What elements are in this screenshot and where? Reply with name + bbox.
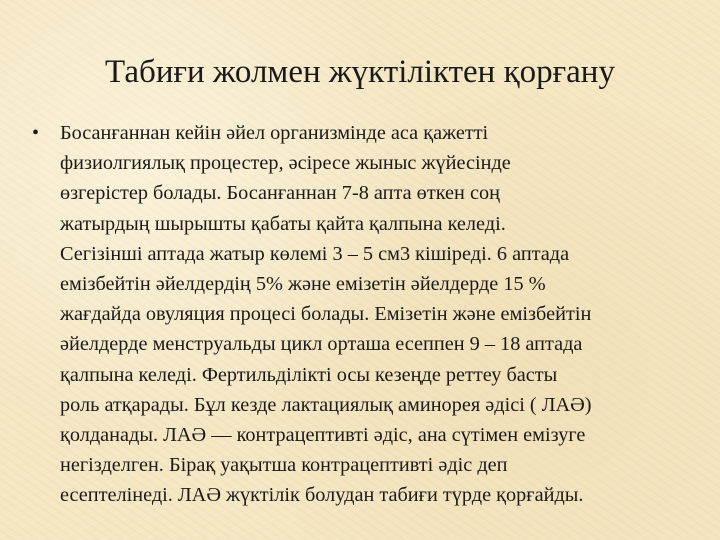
body-line: жағдайда овуляция процесі болады. Емізетін және емізбейтін [60, 303, 592, 326]
bullet-item [32, 118, 702, 511]
body-line: физиолгиялық процестер, әсіресе жыныс жүйесінде [60, 152, 511, 175]
body-line: Босанғаннан кейін әйел организмінде аса қажетті [60, 122, 489, 144]
bullet-marker: • [32, 122, 40, 144]
body-line: қалпына келеді. Фертильділікті осы кезеңде реттеу басты [60, 363, 558, 386]
body-line: қолданады. ЛАӘ — контрацептивті әдіс, ана сүтімен емізуге [60, 424, 586, 447]
slide-title: Табиғи жолмен жүктіліктен қорғану [105, 54, 615, 90]
body-line: әйелдерде менструальды цикл орташа есеппен 9 – 18 аптада [60, 333, 583, 356]
body-line: Сегізінші аптада жатыр көлемі 3 – 5 см3 кішіреді. 6 аптада [60, 242, 570, 265]
body-line: емізбейтін әйелдердің 5% және емізетін әйелдерде 15 % [60, 273, 546, 296]
body-line: өзгерістер болады. Босанғаннан 7-8 апта өткен соң [60, 182, 500, 205]
body-line: есептелінеді. ЛАӘ жүктілік болудан табиғи түрде қорғайды. [60, 484, 584, 507]
body-line: негізделген. Бірақ уақытша контрацептивті әдіс деп [60, 454, 508, 477]
body-line: роль атқарады. Бұл кезде лактациялық аминорея әдісі ( ЛАӘ) [60, 393, 592, 416]
body-line: жатырдың шырышты қабаты қайта қалпына келеді. [60, 212, 506, 235]
body-text [60, 118, 700, 511]
